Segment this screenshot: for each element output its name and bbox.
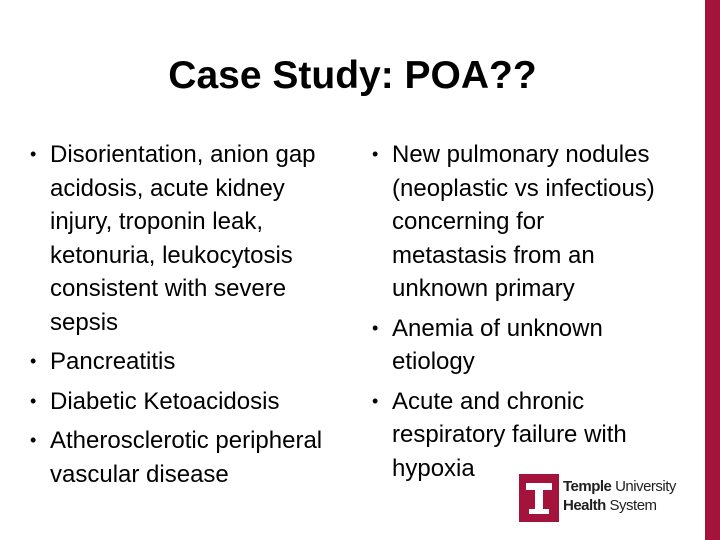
bullet-text: Disorientation, anion gap acidosis, acute kidney injury, troponin leak, ketonuria, leukocytosis consistent with severe sepsis bbox=[50, 141, 316, 336]
bullet-icon: • bbox=[372, 390, 379, 411]
left-bullet-list bbox=[30, 138, 375, 497]
accent-bar bbox=[705, 0, 720, 540]
bullet-item bbox=[372, 385, 704, 486]
bullet-text: Acute and chronic respiratory failure with hypoxia bbox=[392, 387, 627, 482]
bullet-item bbox=[372, 312, 704, 379]
right-bullet-list bbox=[372, 138, 704, 491]
slide-title: Case Study: POA?? bbox=[168, 54, 537, 97]
bullet-item bbox=[30, 345, 375, 379]
temple-health-logo bbox=[519, 474, 691, 526]
bullet-icon: • bbox=[30, 390, 37, 411]
logo-line-2: Health System bbox=[563, 497, 657, 514]
bullet-icon: • bbox=[30, 144, 37, 164]
temple-t-logo-icon bbox=[519, 474, 559, 522]
bullet-item bbox=[372, 138, 704, 306]
logo-line-1: Temple University bbox=[563, 478, 676, 495]
bullet-icon: • bbox=[372, 317, 379, 338]
bullet-item bbox=[30, 138, 375, 339]
bullet-icon: • bbox=[30, 351, 37, 371]
bullet-icon: • bbox=[30, 430, 37, 450]
bullet-text: Pancreatitis bbox=[50, 348, 176, 375]
bullet-text: Atherosclerotic peripheral vascular disease bbox=[50, 427, 323, 488]
bullet-icon: • bbox=[372, 144, 379, 164]
bullet-text: New pulmonary nodules (neoplastic vs infectious) concerning for metastasis from an unknown primary bbox=[392, 141, 655, 302]
bullet-text: Anemia of unknown etiology bbox=[392, 314, 603, 375]
bullet-item bbox=[30, 385, 375, 419]
bullet-item bbox=[30, 424, 375, 491]
bullet-text: Diabetic Ketoacidosis bbox=[50, 387, 280, 415]
